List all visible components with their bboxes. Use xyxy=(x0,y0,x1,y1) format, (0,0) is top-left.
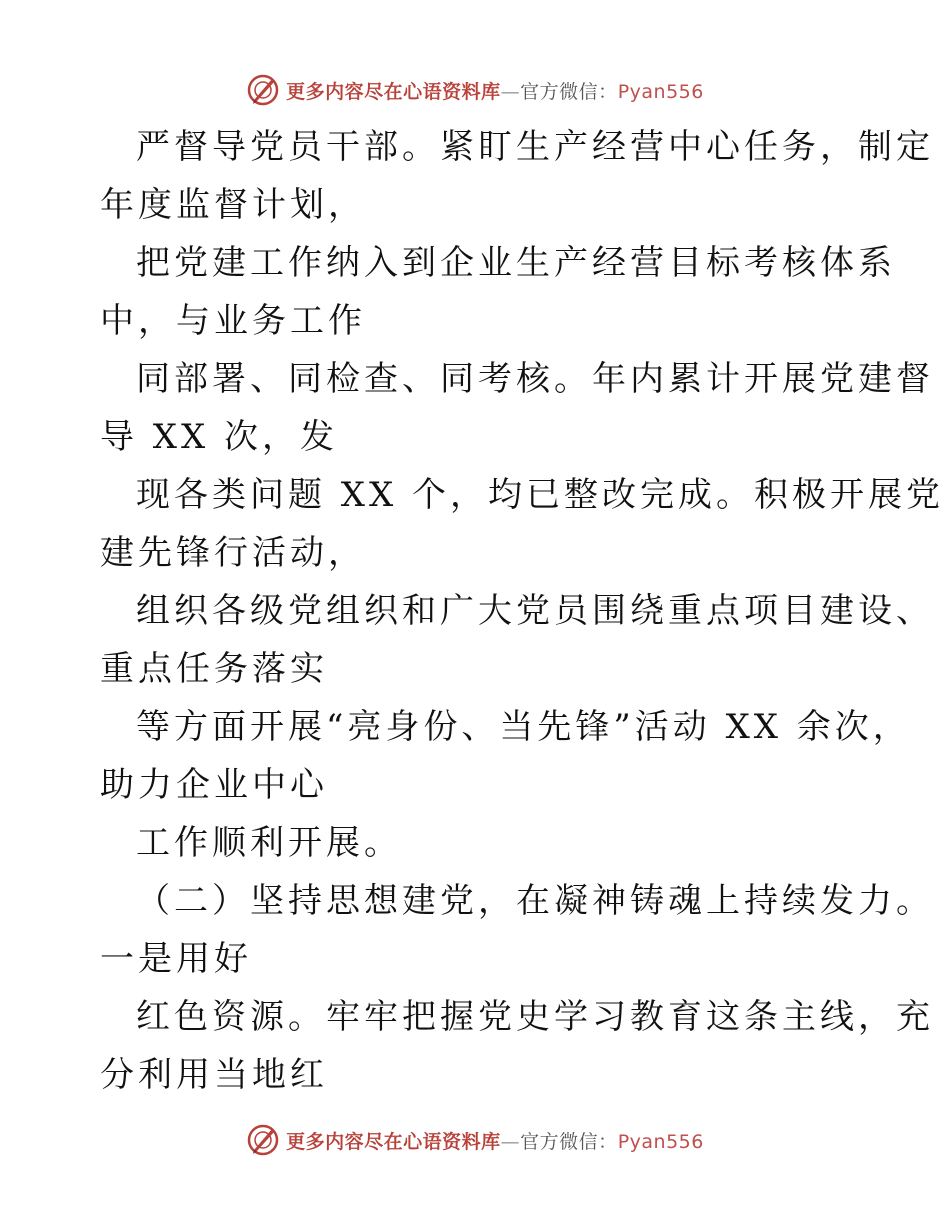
banner-wechat-label: 官方微信： xyxy=(520,80,618,103)
header-banner-text xyxy=(286,77,704,104)
footer-banner xyxy=(0,1120,950,1160)
footer-banner-text xyxy=(286,1127,704,1154)
quill-pen-logo-icon xyxy=(246,1123,280,1157)
text-line: 一是用好 xyxy=(100,939,252,979)
text-line: 导 XX 次，发 xyxy=(100,417,339,457)
banner-site-name: 更多内容尽在心语资料库 xyxy=(286,80,501,103)
text-line: 重点任务落实 xyxy=(100,649,328,689)
text-line: 建先锋行活动， xyxy=(100,533,366,573)
text-line: 等方面开展“亮身份、当先锋”活动 XX 余次， xyxy=(136,707,911,747)
banner-wechat-label: 官方微信： xyxy=(520,1130,618,1153)
text-line: 分利用当地红 xyxy=(100,1055,328,1095)
quill-pen-logo-icon xyxy=(246,73,280,107)
text-line: 严督导党员干部。紧盯生产经营中心任务，制定 xyxy=(136,127,934,167)
text-line: （二）坚持思想建党，在凝神铸魂上持续发力。 xyxy=(136,881,934,921)
banner-wechat-id: Pyan556 xyxy=(617,1130,704,1153)
banner-site-name: 更多内容尽在心语资料库 xyxy=(286,1130,501,1153)
banner-separator: — xyxy=(500,1130,521,1153)
banner-separator: — xyxy=(500,80,521,103)
text-line: 红色资源。牢牢把握党史学习教育这条主线，充 xyxy=(136,997,934,1037)
text-line: 年度监督计划， xyxy=(100,185,366,225)
text-line: 工作顺利开展。 xyxy=(136,823,402,863)
banner-wechat-id: Pyan556 xyxy=(617,80,704,103)
text-line: 同部署、同检查、同考核。年内累计开展党建督 xyxy=(136,359,934,399)
header-banner xyxy=(0,70,950,110)
text-line: 中，与业务工作 xyxy=(100,301,366,341)
text-line: 现各类问题 XX 个，均已整改完成。积极开展党 xyxy=(136,475,945,515)
document-body xyxy=(100,118,945,1104)
text-line: 组织各级党组织和广大党员围绕重点项目建设、 xyxy=(136,591,934,631)
text-line: 助力企业中心 xyxy=(100,765,328,805)
text-line: 把党建工作纳入到企业生产经营目标考核体系 xyxy=(136,243,896,283)
